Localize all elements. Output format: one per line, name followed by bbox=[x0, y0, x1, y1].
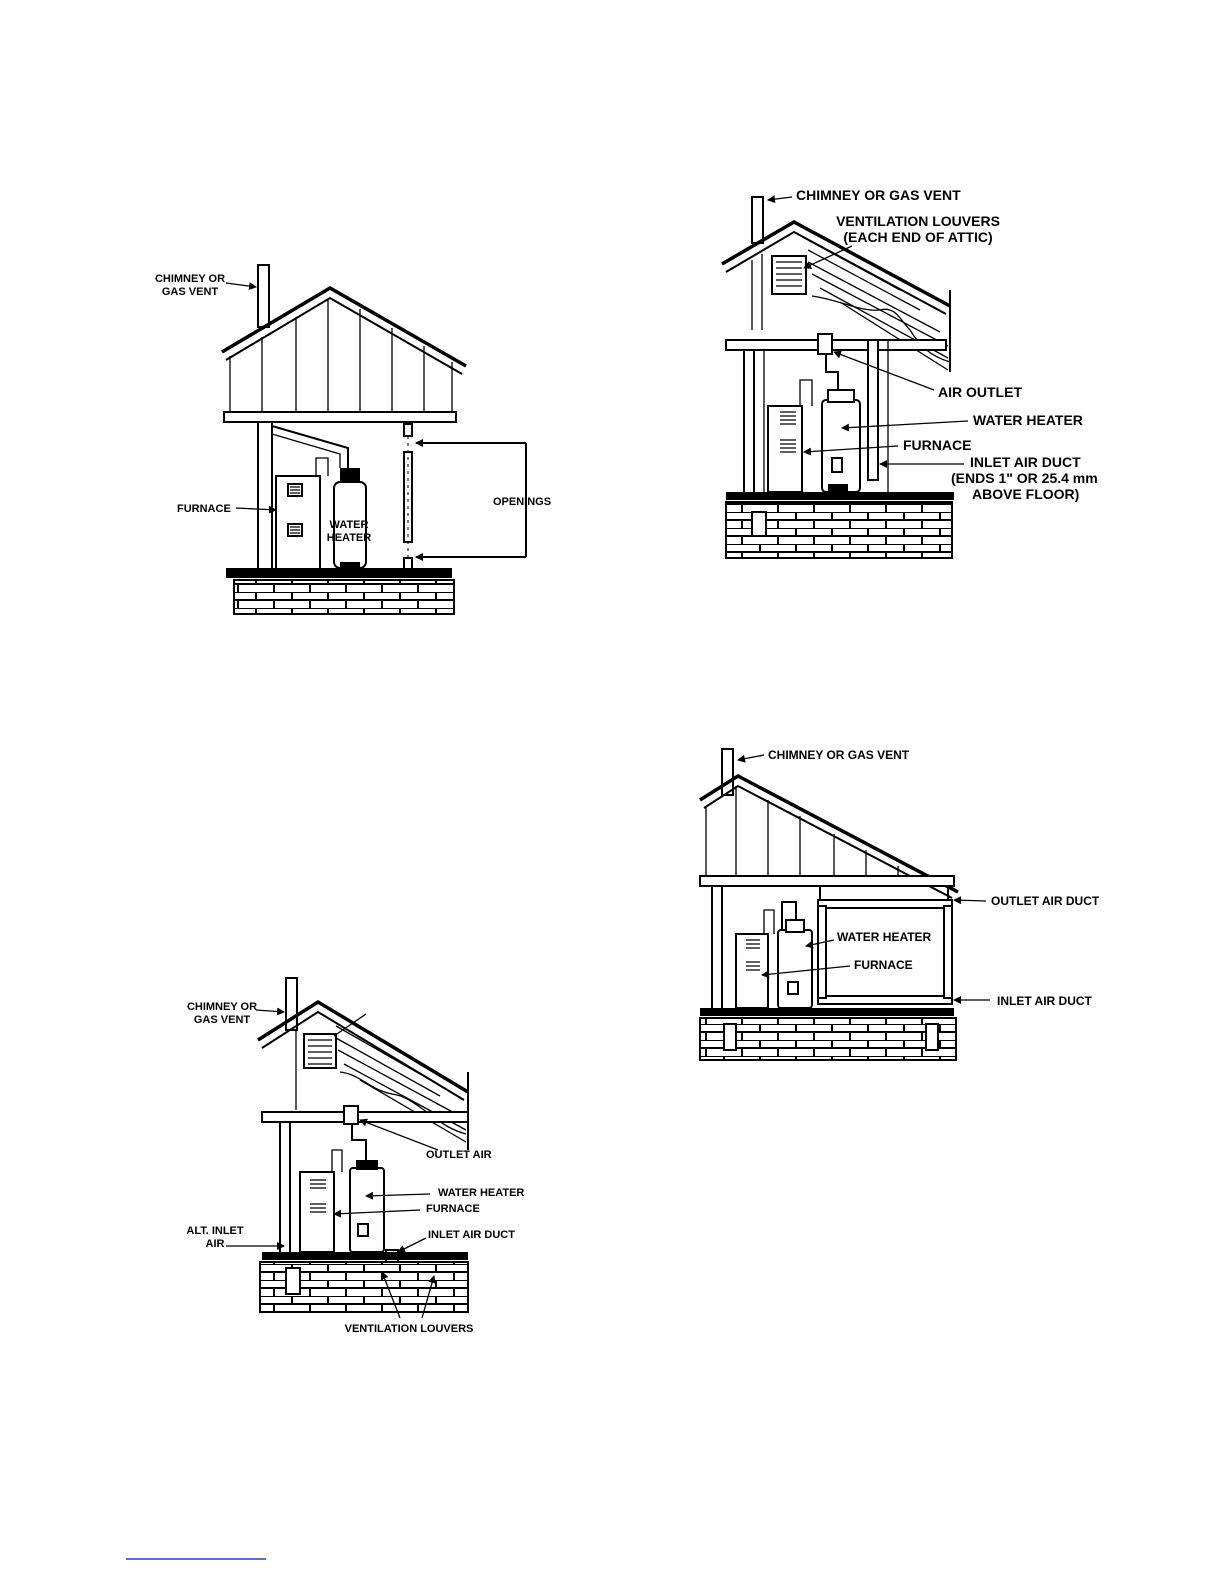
chimney-label-2: GAS VENT bbox=[161, 286, 219, 298]
ceiling-joist bbox=[726, 340, 946, 350]
ventilation-louver bbox=[772, 256, 806, 294]
furnace-unit bbox=[276, 458, 328, 570]
water-heater-unit bbox=[350, 1160, 384, 1252]
furnace-label: FURNACE bbox=[426, 1203, 480, 1215]
water-heater-label: WATER HEATER bbox=[973, 412, 1083, 428]
chimney-vent bbox=[258, 265, 269, 327]
floor bbox=[262, 1252, 468, 1260]
air-outlet-label: AIR OUTLET bbox=[938, 384, 1022, 400]
water-heater-unit bbox=[822, 390, 860, 492]
louvers-label-2: (EACH END OF ATTIC) bbox=[843, 229, 993, 245]
water-heater-label: WATER HEATER bbox=[837, 930, 932, 944]
ceiling-joist bbox=[262, 1112, 468, 1122]
chimney-label-2: GAS VENT bbox=[193, 1014, 251, 1026]
chimney-label-1: CHIMNEY OR bbox=[186, 1001, 258, 1013]
attic-framing bbox=[706, 786, 898, 876]
floor bbox=[726, 492, 954, 500]
chimney-vent bbox=[722, 749, 733, 795]
figure-2-diagram bbox=[722, 187, 1098, 558]
inlet-duct-label-3: ABOVE FLOOR) bbox=[972, 486, 1080, 502]
outlet-air-label: OUTLET AIR bbox=[426, 1149, 492, 1161]
furnace-unit bbox=[300, 1150, 342, 1252]
louvers-label: VENTILATION LOUVERS bbox=[344, 1323, 474, 1335]
inlet-duct-label-1: INLET AIR DUCT bbox=[970, 454, 1081, 470]
water-heater-label: WATER HEATER bbox=[438, 1187, 525, 1199]
water-heater-unit bbox=[778, 920, 812, 1008]
figure-1-diagram bbox=[155, 265, 551, 614]
outlet-duct-label: OUTLET AIR DUCT bbox=[991, 894, 1100, 908]
outlet-air-box bbox=[344, 1106, 358, 1124]
inlet-duct-label: INLET AIR DUCT bbox=[997, 994, 1092, 1008]
upper-opening bbox=[404, 424, 412, 436]
furnace-label: FURNACE bbox=[854, 958, 913, 972]
water-heater-label-1: WATER bbox=[329, 519, 369, 531]
chimney-vent bbox=[752, 197, 763, 243]
alt-inlet-label-1: ALT. INLET bbox=[186, 1225, 244, 1237]
chimney-label: CHIMNEY OR GAS VENT bbox=[796, 187, 961, 203]
foundation bbox=[700, 1018, 956, 1060]
openings-label: OPENINGS bbox=[493, 496, 552, 508]
louvers-label-1: VENTILATION LOUVERS bbox=[836, 213, 1000, 229]
figure-4-diagram bbox=[186, 978, 524, 1335]
inlet-air-duct bbox=[868, 340, 878, 480]
alt-inlet-label-2: AIR bbox=[205, 1238, 225, 1250]
floor bbox=[226, 568, 452, 578]
foundation bbox=[234, 580, 454, 614]
furnace-unit bbox=[736, 910, 774, 1008]
ceiling-joist bbox=[224, 412, 456, 422]
inlet-duct-label-2: (ENDS 1" OR 25.4 mm bbox=[951, 470, 1098, 486]
ventilation-louver bbox=[304, 1034, 336, 1068]
chimney-label-1: CHIMNEY OR bbox=[154, 273, 226, 285]
floor bbox=[700, 1008, 954, 1016]
furnace-unit bbox=[768, 380, 812, 492]
chimney-label: CHIMNEY OR GAS VENT bbox=[768, 748, 910, 762]
water-heater-label-2: HEATER bbox=[326, 532, 372, 544]
ceiling-joist bbox=[700, 876, 954, 886]
inlet-duct-label: INLET AIR DUCT bbox=[428, 1229, 515, 1241]
figure-3-diagram bbox=[700, 748, 1100, 1060]
furnace-label: FURNACE bbox=[903, 437, 972, 453]
inlet-air-duct bbox=[818, 996, 952, 1004]
outlet-air-duct bbox=[818, 900, 952, 908]
air-outlet-box bbox=[818, 334, 832, 354]
furnace-label: FURNACE bbox=[177, 503, 231, 515]
